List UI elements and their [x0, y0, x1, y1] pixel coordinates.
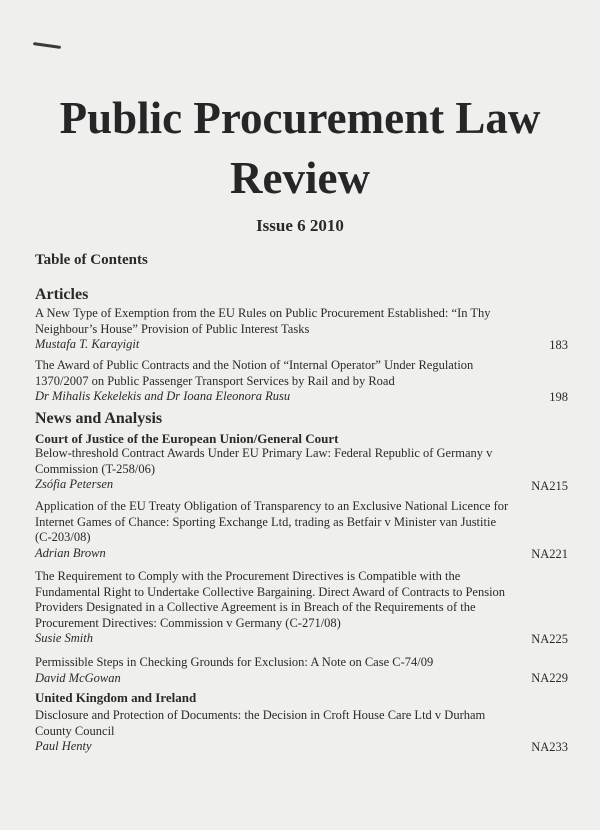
entry-page: NA215	[531, 479, 568, 493]
entry-title: The Requirement to Comply with the Procurement Directives is Compatible with the Fundamental Right to Undertake Collective Bargaining. Direct Award of Contracts to Pension Providers Designated in a Collective Agreement is in Breach of the Requirements of the Procurement Directives: Commission v Germany (C-271/08)	[35, 569, 506, 630]
toc-entry	[35, 306, 515, 353]
subsection-uk: United Kingdom and Ireland	[35, 690, 197, 705]
entry-title: A New Type of Exemption from the EU Rules on Public Procurement Established: “In Thy Neighbour’s House” Provision of Public Interest Tasks	[35, 306, 491, 336]
section-articles: Articles	[35, 286, 89, 303]
entry-author: Mustafa T. Karayigit	[35, 337, 140, 351]
toc-entry	[35, 499, 515, 561]
entry-title: The Award of Public Contracts and the Notion of “Internal Operator” Under Regulation 1370/2007 on Public Passenger Transport Services by Rail and by Road	[35, 358, 474, 388]
entry-page: NA225	[531, 632, 568, 646]
entry-author: Zsófia Petersen	[35, 477, 114, 491]
entry-title: Permissible Steps in Checking Grounds for Exclusion: A Note on Case C-74/09	[35, 655, 434, 669]
entry-author: Paul Henty	[35, 739, 92, 753]
entry-page: 198	[549, 390, 568, 404]
toc-entry	[35, 708, 515, 755]
entry-page: NA221	[531, 547, 568, 561]
entry-title: Application of the EU Treaty Obligation of Transparency to an Exclusive National Licence for Internet Games of Chance: Sporting Exchange Ltd, trading as Betfair v Minister van Justitie (C-203/08)	[35, 499, 509, 544]
toc-heading: Table of Contents	[35, 252, 148, 268]
entry-page: 183	[549, 338, 568, 352]
toc-entry	[35, 655, 515, 686]
entry-page: NA233	[531, 740, 568, 754]
entry-author: David McGowan	[35, 670, 121, 685]
subsection-cjeu: Court of Justice of the European Union/General Court	[35, 431, 339, 446]
section-news: News and Analysis	[35, 410, 163, 427]
entry-author: Susie Smith	[35, 631, 93, 645]
entry-title: Disclosure and Protection of Documents: the Decision in Croft House Care Ltd v Durham County Council	[35, 708, 486, 738]
entry-page: NA229	[531, 671, 568, 685]
journal-title-line1: Public Procurement Law	[59, 93, 541, 143]
toc-entry	[35, 446, 515, 493]
toc-entry	[35, 569, 515, 647]
entry-title: Below-threshold Contract Awards Under EU Primary Law: Federal Republic of Germany v Commission (T-258/06)	[35, 446, 493, 476]
toc-entry	[35, 358, 515, 405]
pen-mark	[33, 42, 61, 49]
journal-title-line2: Review	[230, 153, 370, 203]
entry-author: Adrian Brown	[35, 545, 106, 560]
entry-author: Dr Mihalis Kekelekis and Dr Ioana Eleonora Rusu	[35, 389, 291, 403]
issue-label: Issue 6 2010	[256, 216, 344, 235]
